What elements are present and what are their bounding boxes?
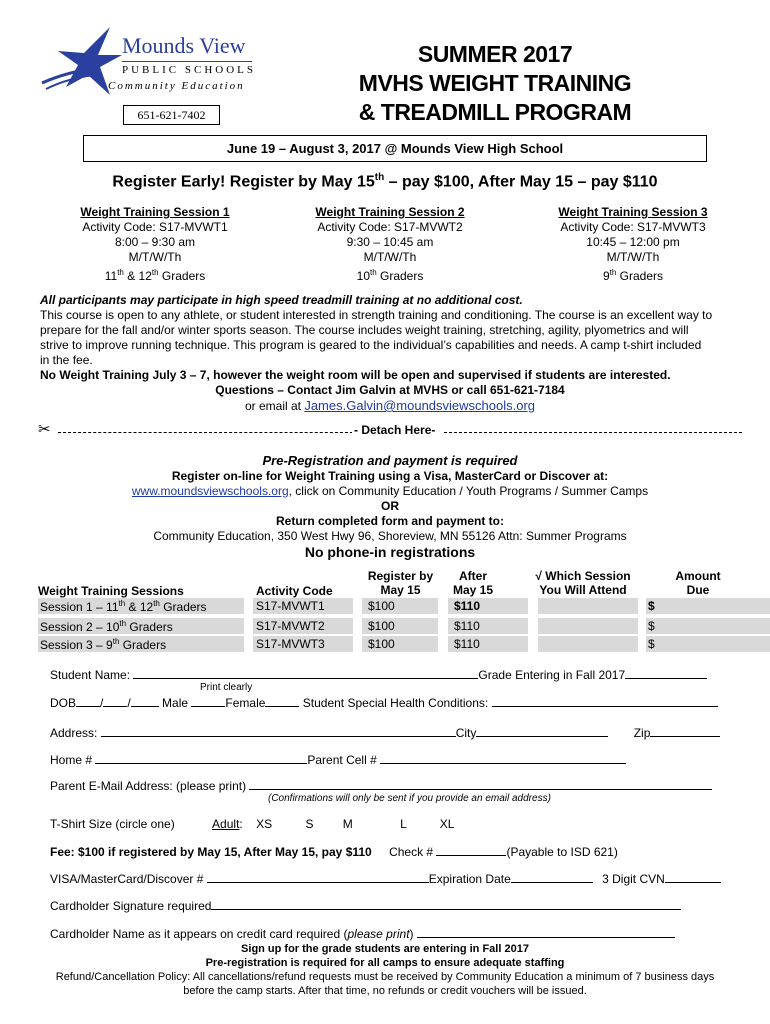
session-1-title: Weight Training Session 1 bbox=[80, 205, 230, 219]
session-1-days: M/T/W/Th bbox=[128, 250, 182, 264]
register-prefix: Register Early! Register by May 15 bbox=[112, 173, 375, 191]
th-which-2: You Will Attend bbox=[539, 583, 627, 597]
signature-row bbox=[50, 898, 681, 913]
cvn-input[interactable] bbox=[665, 871, 721, 883]
footer bbox=[30, 942, 740, 998]
website-link[interactable]: www.moundsviewschools.org bbox=[131, 484, 289, 498]
zip-input[interactable] bbox=[650, 725, 720, 737]
student-name-input[interactable] bbox=[133, 667, 478, 679]
prereg-address: Community Education, 350 West Hwy 96, Shoreview, MN 55126 Attn: Summer Programs bbox=[153, 529, 627, 543]
tshirt-label: T-Shirt Size (circle one) bbox=[50, 817, 175, 831]
row-3-after: $110 bbox=[454, 637, 480, 651]
card-label: VISA/MasterCard/Discover # bbox=[50, 872, 204, 886]
th-which-1: √ Which Session bbox=[535, 569, 631, 583]
email-line bbox=[40, 398, 740, 413]
register-early bbox=[40, 172, 730, 191]
grade-label: Grade Entering in Fall 2017 bbox=[478, 668, 626, 682]
org-sub: PUBLIC SCHOOLS bbox=[122, 64, 256, 76]
questions: Questions – Contact Jim Galvin at MVHS or call 651-621-7184 bbox=[215, 383, 565, 397]
city-label: City bbox=[455, 726, 477, 740]
date-banner: June 19 – August 3, 2017 @ Mounds View High School bbox=[83, 135, 707, 162]
th-amount-1: Amount bbox=[675, 569, 721, 583]
prereg-return: Return completed form and payment to: bbox=[275, 514, 505, 528]
signature-input[interactable] bbox=[211, 898, 681, 910]
description-line-2: prepare for the fall and/or winter sports season. The course includes weight training, stretching, agility, plyometrics and will bbox=[40, 323, 689, 337]
payable-label: (Payable to ISD 621) bbox=[506, 845, 618, 859]
footer-refund-2: before the camp starts. After that time, no refunds or credit vouchers will be issued. bbox=[183, 985, 587, 997]
row-3-by: $100 bbox=[368, 637, 395, 651]
row-2-amount[interactable]: $ bbox=[648, 619, 655, 633]
row-2-session: Session 2 – 10th Graders bbox=[40, 619, 173, 634]
prereg-url-line bbox=[40, 484, 740, 499]
cell-bg bbox=[538, 636, 638, 652]
session-3-days: M/T/W/Th bbox=[606, 250, 660, 264]
session-2-grades: 10th Graders bbox=[356, 268, 424, 283]
detach-line-right bbox=[444, 432, 742, 433]
dob-month-input[interactable] bbox=[76, 695, 100, 707]
cell-bg bbox=[646, 618, 770, 634]
row-1-session: Session 1 – 11th & 12th Graders bbox=[40, 599, 207, 614]
male-label: Male bbox=[162, 696, 189, 710]
th-by-1: Register by bbox=[367, 569, 434, 583]
session-2 bbox=[290, 205, 490, 284]
detach-line-left bbox=[58, 432, 358, 433]
grade-input[interactable] bbox=[625, 667, 707, 679]
male-input[interactable] bbox=[191, 695, 225, 707]
dob-day-input[interactable] bbox=[103, 695, 127, 707]
health-input[interactable] bbox=[492, 695, 718, 707]
detach-label: - Detach Here- bbox=[354, 423, 436, 437]
register-suffix: – pay $100, After May 15 – pay $110 bbox=[384, 173, 658, 191]
th-session: Weight Training Sessions bbox=[38, 584, 184, 598]
session-3-grades: 9th Graders bbox=[602, 268, 664, 283]
row-1-by: $100 bbox=[368, 599, 395, 613]
phone-row bbox=[50, 752, 626, 767]
row-3-code: S17-MVWT3 bbox=[256, 637, 325, 651]
cardholder-input[interactable] bbox=[417, 926, 675, 938]
fee-table-header bbox=[38, 569, 770, 599]
dob-label: DOB bbox=[50, 696, 77, 710]
row-2-by: $100 bbox=[368, 619, 395, 633]
female-label: Female bbox=[225, 696, 266, 710]
description-line-1: This course is open to any athlete, or student interested in strength training and conditioning. The course is an excellent way to bbox=[40, 308, 713, 322]
parent-email-label: Parent E-Mail Address: (please print) bbox=[50, 779, 247, 793]
session-2-days: M/T/W/Th bbox=[363, 250, 417, 264]
address-label: Address: bbox=[50, 726, 98, 740]
dob-row: DOB / / Male Female Student Special Health Conditions: bbox=[50, 695, 718, 710]
title-line-2: MVHS WEIGHT TRAINING bbox=[358, 70, 632, 96]
size-s[interactable]: S bbox=[305, 817, 314, 831]
th-after-1: After bbox=[458, 569, 487, 583]
card-row bbox=[50, 871, 721, 886]
size-xl[interactable]: XL bbox=[439, 817, 455, 831]
session-2-code: Activity Code: S17-MVWT2 bbox=[317, 220, 463, 234]
table-row bbox=[38, 636, 770, 652]
registration-form bbox=[50, 664, 750, 944]
page-title bbox=[340, 40, 650, 127]
size-xs[interactable]: XS bbox=[256, 817, 273, 831]
footer-refund-1: Refund/Cancellation Policy: All cancellations/refund requests must be received by Community Education a minimum of 7 business days bbox=[55, 971, 715, 983]
session-1-time: 8:00 – 9:30 am bbox=[114, 235, 196, 249]
footer-prereq: Pre-registration is required for all camps to ensure adequate staffing bbox=[205, 957, 565, 969]
th-amount-2: Due bbox=[686, 583, 710, 597]
tshirt-row: T-Shirt Size (circle one) Adult: XS S M L XL bbox=[50, 817, 455, 831]
th-by-2: May 15 bbox=[380, 583, 421, 597]
title-line-1: SUMMER 2017 bbox=[417, 41, 573, 67]
student-name-row bbox=[50, 667, 707, 682]
health-label: Student Special Health Conditions: bbox=[302, 696, 489, 710]
treadmill-note: All participants may participate in high speed treadmill training at no additional cost. bbox=[40, 293, 523, 307]
th-after-2: May 15 bbox=[452, 583, 494, 597]
cell-bg bbox=[538, 618, 638, 634]
org-name: Mounds View bbox=[122, 33, 246, 58]
fee-row bbox=[50, 844, 618, 859]
row-2-after: $110 bbox=[454, 619, 480, 633]
th-after bbox=[448, 569, 498, 597]
session-3-time: 10:45 – 12:00 pm bbox=[586, 235, 680, 249]
exp-label: Expiration Date bbox=[428, 872, 511, 886]
address-input[interactable] bbox=[101, 725, 456, 737]
cardholder-prefix: Cardholder Name as it appears on credit card required ( bbox=[50, 927, 348, 941]
table-row bbox=[38, 618, 770, 634]
row-1-code: S17-MVWT1 bbox=[256, 599, 325, 613]
register-sup: th bbox=[374, 172, 385, 183]
description-line-4: in the fee. bbox=[40, 353, 93, 367]
check-label: Check # bbox=[389, 845, 434, 859]
org-dept: Community Education bbox=[108, 80, 245, 92]
confirmations-note: (Confirmations will only be sent if you provide an email address) bbox=[268, 793, 551, 804]
footer-signup: Sign up for the grade students are entering in Fall 2017 bbox=[241, 943, 529, 955]
description bbox=[40, 293, 750, 383]
scissors-icon: ✂ bbox=[38, 421, 51, 438]
row-3-session: Session 3 – 9th Graders bbox=[40, 637, 167, 652]
cell-bg bbox=[646, 598, 770, 614]
session-1-grades: 11th & 12th Graders bbox=[104, 268, 206, 283]
cell-bg bbox=[646, 636, 770, 652]
session-3 bbox=[533, 205, 733, 284]
cell-bg bbox=[538, 598, 638, 614]
parent-cell-label: Parent Cell # bbox=[307, 753, 377, 767]
row-1-amount[interactable]: $ bbox=[648, 599, 655, 613]
zip-label: Zip bbox=[633, 726, 651, 740]
parent-cell-input[interactable] bbox=[380, 752, 626, 764]
table-row bbox=[38, 598, 770, 614]
row-2-code: S17-MVWT2 bbox=[256, 619, 325, 633]
logo bbox=[40, 25, 255, 97]
fee-label: Fee: $100 if registered by May 15, After May 15, pay $110 bbox=[50, 845, 372, 859]
phone-box: 651-621-7402 bbox=[123, 105, 220, 125]
th-code: Activity Code bbox=[256, 584, 333, 598]
exp-input[interactable] bbox=[511, 871, 593, 883]
no-training-note: No Weight Training July 3 – 7, however the weight room will be open and supervised if students are interested. bbox=[40, 368, 671, 382]
session-1-code: Activity Code: S17-MVWT1 bbox=[82, 220, 228, 234]
cardholder-suffix: ) bbox=[409, 927, 414, 941]
prereg-or: OR bbox=[381, 499, 399, 513]
session-2-title: Weight Training Session 2 bbox=[315, 205, 465, 219]
card-input[interactable] bbox=[207, 871, 429, 883]
session-1 bbox=[55, 205, 255, 284]
prereg-heading: Pre-Registration and payment is required bbox=[262, 453, 518, 468]
session-2-time: 9:30 – 10:45 am bbox=[346, 235, 434, 249]
cvn-label: 3 Digit CVN bbox=[602, 872, 665, 886]
email-row bbox=[50, 778, 712, 793]
prereg-block bbox=[40, 453, 740, 544]
prereg-url-suffix: , click on Community Education / Youth Programs / Summer Camps bbox=[288, 484, 649, 498]
th-amount bbox=[663, 569, 733, 597]
email-link[interactable]: James.Galvin@moundsviewschools.org bbox=[304, 398, 536, 413]
no-phone-heading: No phone-in registrations bbox=[304, 544, 476, 560]
home-input[interactable] bbox=[95, 752, 307, 764]
row-3-amount[interactable]: $ bbox=[648, 637, 655, 651]
home-label: Home # bbox=[50, 753, 93, 767]
description-line-3: strive to improve running technique. This program is geared to the individual’s capabilities and needs. A camp t-shirt included bbox=[40, 338, 702, 352]
city-input[interactable] bbox=[476, 725, 608, 737]
row-1-after: $110 bbox=[454, 599, 481, 613]
student-name-label: Student Name: bbox=[50, 668, 131, 682]
session-3-title: Weight Training Session 3 bbox=[558, 205, 708, 219]
th-by bbox=[363, 569, 438, 597]
email-prefix: or email at bbox=[244, 399, 305, 413]
title-line-3: & TREADMILL PROGRAM bbox=[358, 99, 632, 125]
signature-label: Cardholder Signature required bbox=[50, 899, 212, 913]
parent-email-input[interactable] bbox=[249, 778, 712, 790]
check-input[interactable] bbox=[436, 844, 506, 856]
session-3-code: Activity Code: S17-MVWT3 bbox=[560, 220, 706, 234]
prereg-online: Register on-line for Weight Training using a Visa, MasterCard or Discover at: bbox=[171, 469, 609, 483]
female-input[interactable] bbox=[265, 695, 299, 707]
print-clearly-note: Print clearly bbox=[200, 682, 253, 693]
size-l[interactable]: L bbox=[400, 817, 407, 831]
address-row bbox=[50, 725, 720, 740]
size-m[interactable]: M bbox=[342, 817, 353, 831]
cardholder-row bbox=[50, 926, 675, 941]
adult-label: Adult bbox=[212, 817, 240, 831]
cardholder-please-print: please print bbox=[347, 927, 410, 941]
th-which bbox=[528, 569, 638, 597]
logo-rule bbox=[122, 61, 252, 62]
dob-year-input[interactable] bbox=[131, 695, 159, 707]
